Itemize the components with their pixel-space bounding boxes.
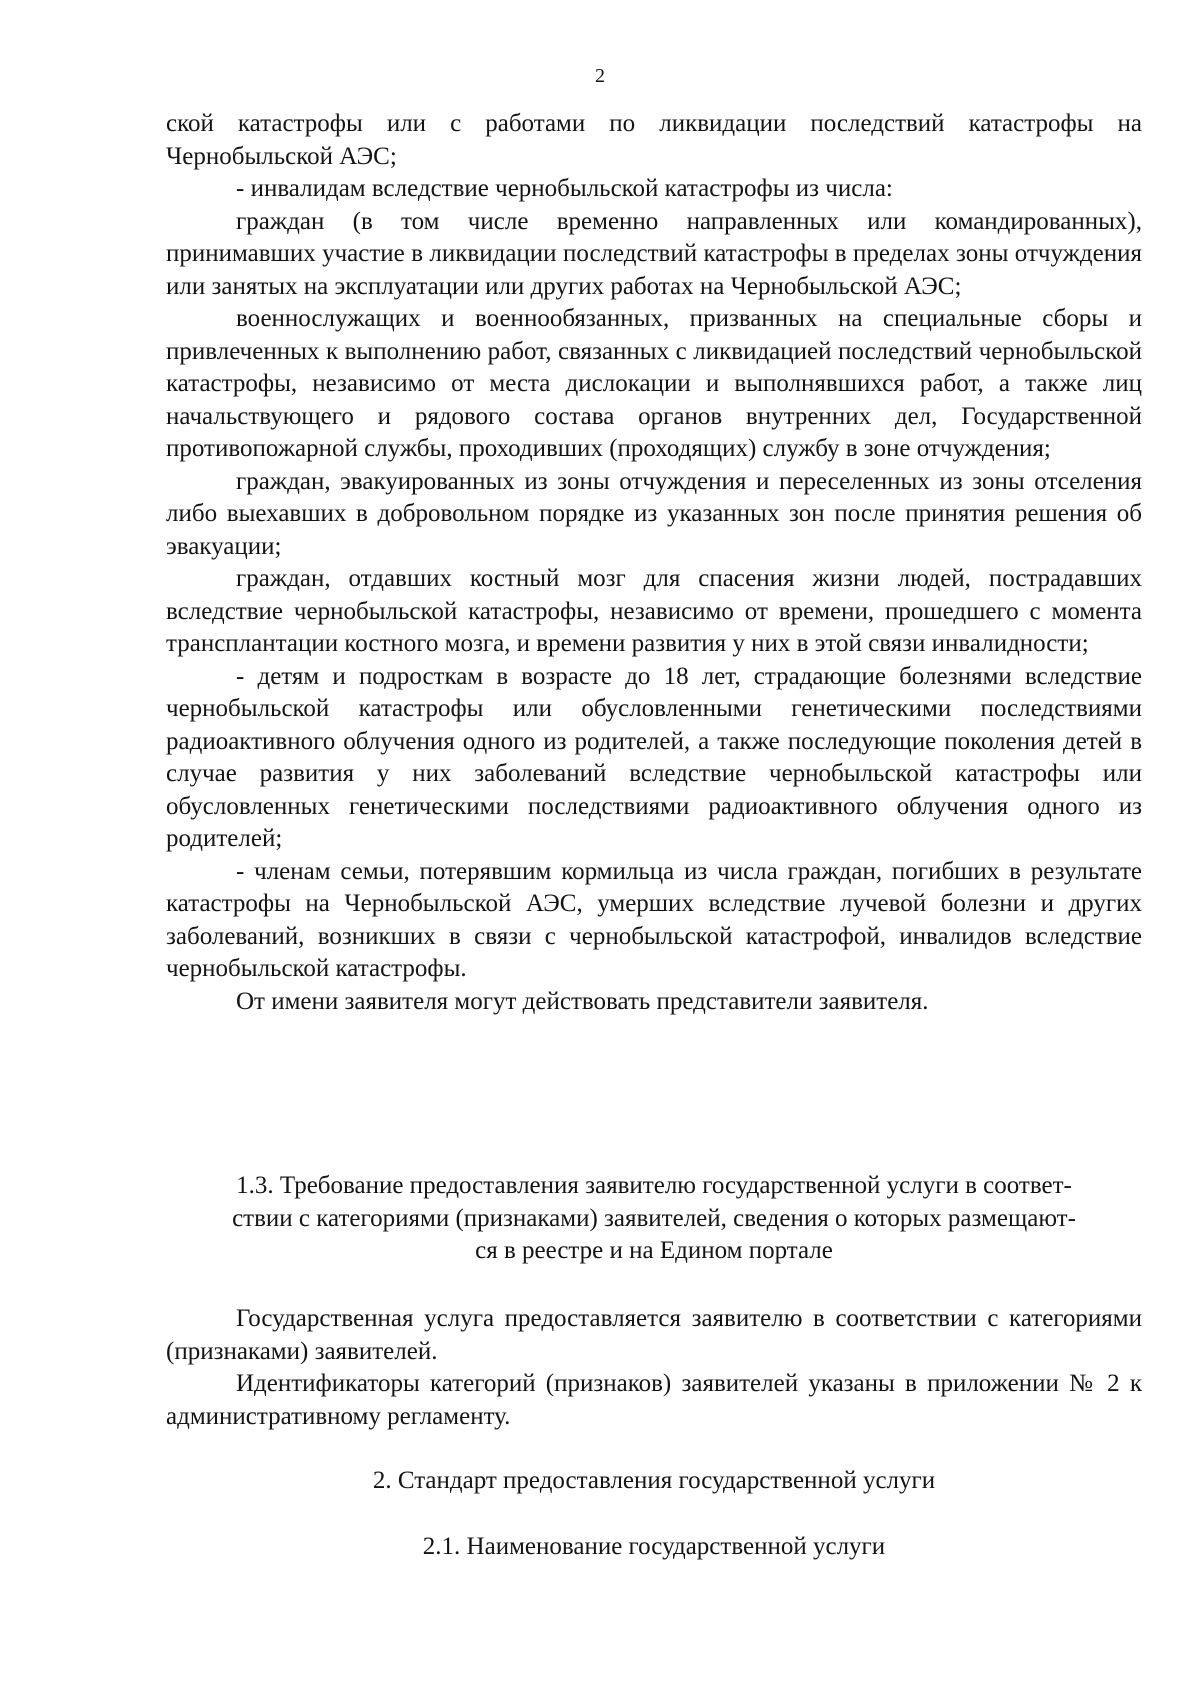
paragraph-identifiers: Идентификаторы категорий (признаков) заявителей указаны в приложении № 2 к административному регламенту. <box>166 1370 1142 1430</box>
section-heading-2: 2. Стандарт предоставления государственной услуги <box>372 1467 936 1494</box>
paragraph-bone-marrow-donors: граждан, отдавших костный мозг для спасения жизни людей, пострадавших вследствие чернобыльской катастрофы, независимо от времени, прошедшего с момента трансплантации костного мозга, и времени развития у них в этой связи инвалидности; <box>166 565 1142 657</box>
paragraph-children: - детям и подросткам в возрасте до 18 лет, страдающие болезнями вследствие чернобыльской катастрофы или обусловленными генетическими последствиями радиоактивного облучения одного из родителей, а также последующие поколения детей в случае развития у них заболеваний вследствие чернобыльской катастрофы или обусловленных генетическими последствиями радиоактивного облучения одного из родителей; <box>166 662 1142 852</box>
paragraph-service-provided: Государственная услуга предоставляется заявителю в соответствии с категориями (признаками) заявителей. <box>166 1305 1142 1365</box>
section-heading-2-1: 2.1. Наименование государственной услуги <box>422 1533 886 1560</box>
paragraph-representatives: От имени заявителя могут действовать представители заявителя. <box>236 987 929 1015</box>
section-heading-1-3 <box>166 1170 1142 1268</box>
paragraph-evacuated: граждан, эвакуированных из зоны отчуждения и переселенных из зоны отселения либо выехавших в добровольном порядке из указанных зон после принятия решения об эвакуации; <box>166 467 1142 560</box>
heading-line: ся в реестре и на Едином портале <box>475 1237 833 1264</box>
main-text-block <box>166 108 1142 1018</box>
paragraph-continuation: ской катастрофы или с работами по ликвидации последствий катастрофы на Чернобыльской АЭС; <box>166 110 1142 170</box>
section-1-3-text <box>166 1303 1142 1433</box>
heading-line: 1.3. Требование предоставления заявителю государственной услуги в соответ- <box>236 1172 1072 1199</box>
paragraph-family-members: - членам семьи, потерявшим кормильца из числа граждан, погибших в результате катастрофы на Чернобыльской АЭС, умерших вследствие лучевой болезни и других заболеваний, возникших в связи с чернобыльской катастрофой, инвалидов вследствие чернобыльской катастрофы. <box>166 857 1142 982</box>
heading-line: ствии с категориями (признаками) заявителей, сведения о которых размещают- <box>232 1204 1076 1232</box>
paragraph-disabled-persons: - инвалидам вследствие чернобыльской катастрофы из числа: <box>236 175 893 202</box>
paragraph-military: военнослужащих и военнообязанных, призванных на специальные сборы и привлеченных к выполнению работ, связанных с ликвидацией последствий чернобыльской катастрофы, независимо от места дислокации и выполнявшихся работ, а также лиц начальствующего и рядового состава органов внутренних дел, Государственной противопожарной службы, проходивших (проходящих) службу в зоне отчуждения; <box>166 305 1142 462</box>
paragraph-liquidators: граждан (в том числе временно направленных или командированных), принимавших участие в ликвидации последствий катастрофы в пределах зоны отчуждения или занятых на эксплуатации или других работах на Чернобыльской АЭС; <box>166 207 1142 300</box>
page-number: 2 <box>595 65 605 87</box>
